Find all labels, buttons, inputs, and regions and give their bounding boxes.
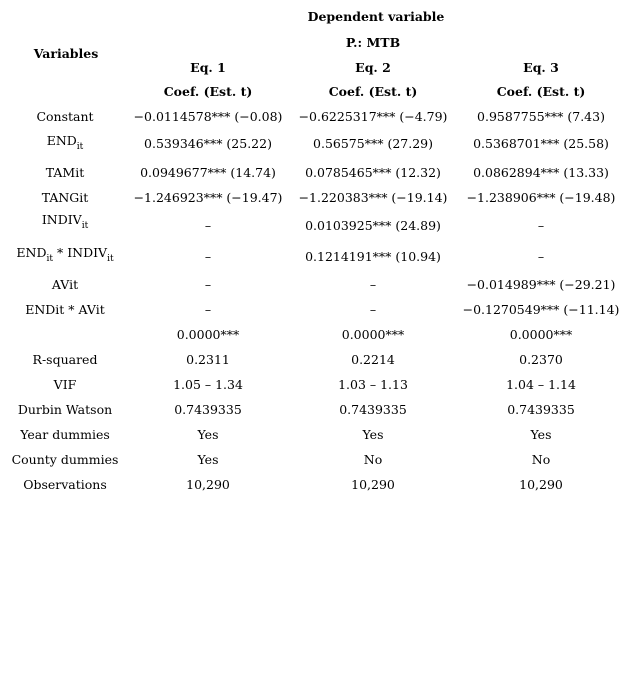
cell-eq1: −0.0114578*** (−0.08): [133, 109, 283, 124]
cell-eq1: 0.0000***: [176, 327, 240, 342]
cell-eq2: 1.03 – 1.13: [338, 377, 408, 392]
dependent-variable-name: P.: MTB: [345, 35, 401, 50]
cell-eq2: 0.0785465*** (12.32): [305, 165, 441, 180]
variables-heading: Variables: [33, 46, 99, 61]
row-label: County dummies: [11, 452, 119, 467]
row-label: Year dummies: [20, 427, 110, 442]
equation-3-heading: Eq. 3: [523, 60, 559, 75]
cell-eq1: 0.7439335: [174, 402, 242, 417]
cell-eq3: –: [537, 249, 545, 264]
cell-eq2: −0.6225317*** (−4.79): [298, 109, 448, 124]
cell-eq3: −0.014989*** (−29.21): [466, 277, 616, 292]
cell-eq1: –: [204, 249, 212, 264]
row-label: Constant: [36, 109, 94, 124]
cell-eq3: 0.7439335: [507, 402, 575, 417]
row-label: TANGit: [41, 190, 89, 205]
cell-eq1: Yes: [197, 427, 219, 442]
coef-heading-1: Coef. (Est. t): [163, 84, 253, 99]
cell-eq1: –: [204, 302, 212, 317]
cell-eq2: 0.1214191*** (10.94): [305, 249, 441, 264]
cell-eq1: 1.05 – 1.34: [173, 377, 243, 392]
row-label: ENDit * AVit: [25, 302, 105, 317]
cell-eq1: –: [204, 277, 212, 292]
cell-eq3: 0.0000***: [509, 327, 573, 342]
equation-2-heading: Eq. 2: [355, 60, 391, 75]
cell-eq1: 0.2311: [186, 352, 230, 367]
cell-eq2: 0.0103925*** (24.89): [305, 218, 441, 233]
cell-eq3: 0.5368701*** (25.58): [473, 136, 609, 151]
cell-eq3: –: [537, 218, 545, 233]
cell-eq2: –: [369, 302, 377, 317]
row-label: R-squared: [32, 352, 98, 367]
coef-heading-3: Coef. (Est. t): [496, 84, 586, 99]
row-label: $END_{it}$: [46, 133, 84, 152]
equation-1-heading: Eq. 1: [190, 60, 226, 75]
row-label: AVit: [51, 277, 79, 292]
cell-eq3: 10,290: [519, 477, 563, 492]
cell-eq2: 0.0000***: [341, 327, 405, 342]
row-label: $END_{it}$ * $INDIV_{it}$: [16, 245, 114, 264]
row-label: TAMit: [45, 165, 85, 180]
cell-eq3: No: [531, 452, 551, 467]
cell-eq1: 0.539346*** (25.22): [144, 136, 272, 151]
cell-eq1: Yes: [197, 452, 219, 467]
cell-eq3: −1.238906*** (−19.48): [466, 190, 616, 205]
cell-eq1: −1.246923*** (−19.47): [133, 190, 283, 205]
row-label: Observations: [23, 477, 107, 492]
cell-eq1: 10,290: [186, 477, 230, 492]
cell-eq3: 0.9587755*** (7.43): [477, 109, 605, 124]
cell-eq2: 10,290: [351, 477, 395, 492]
cell-eq2: –: [369, 277, 377, 292]
cell-eq2: 0.56575*** (27.29): [313, 136, 433, 151]
cell-eq2: −1.220383*** (−19.14): [298, 190, 448, 205]
cell-eq1: –: [204, 218, 212, 233]
row-label: $INDIV_{it}$: [41, 212, 89, 231]
cell-eq3: −0.1270549*** (−11.14): [462, 302, 620, 317]
cell-eq3: 1.04 – 1.14: [506, 377, 576, 392]
cell-eq2: 0.7439335: [339, 402, 407, 417]
cell-eq3: 0.0862894*** (13.33): [473, 165, 609, 180]
row-label: Durbin Watson: [17, 402, 113, 417]
dependent-variable-heading: Dependent variable: [307, 9, 445, 24]
cell-eq3: 0.2370: [519, 352, 563, 367]
cell-eq2: No: [363, 452, 383, 467]
cell-eq1: 0.0949677*** (14.74): [140, 165, 276, 180]
cell-eq2: 0.2214: [351, 352, 395, 367]
coef-heading-2: Coef. (Est. t): [328, 84, 418, 99]
cell-eq3: Yes: [530, 427, 552, 442]
row-label: VIF: [53, 377, 77, 392]
cell-eq2: Yes: [362, 427, 384, 442]
